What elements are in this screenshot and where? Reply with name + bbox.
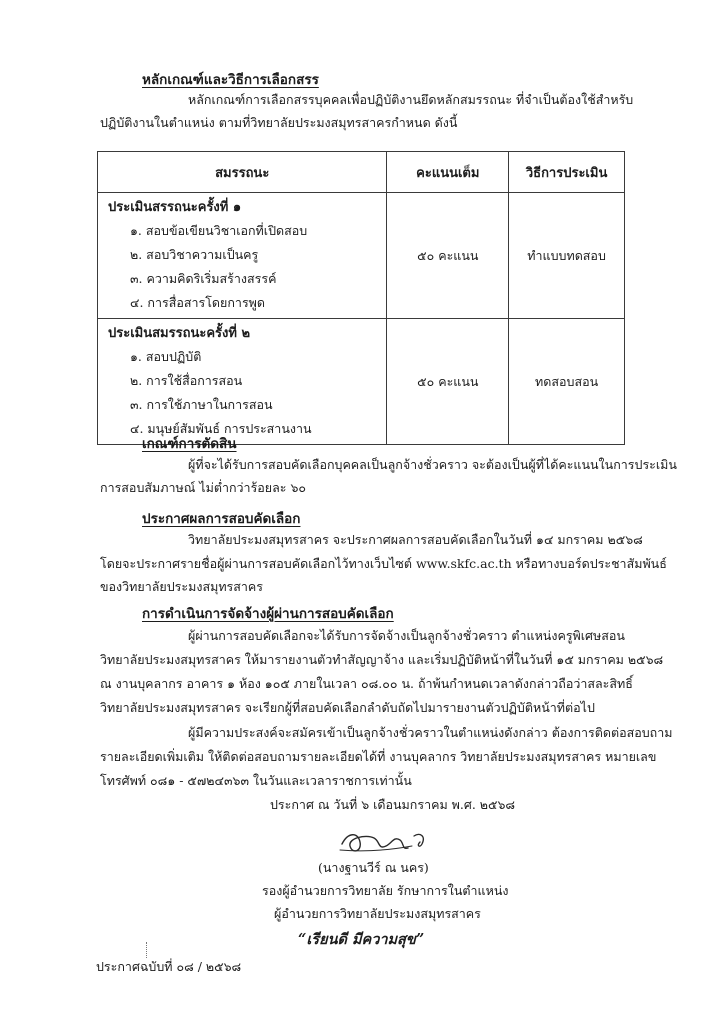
- list-item: ๓. การใช้ภาษาในการสอน: [130, 397, 273, 412]
- criteria-table: [97, 151, 625, 445]
- header-full-score: คะแนนเต็ม: [387, 152, 509, 193]
- signer-name: (นางฐานวีร์ ณ นคร): [318, 860, 429, 875]
- list-item: ๑. สอบปฏิบัติ: [130, 349, 202, 364]
- list-item: ๓. ความคิดริเริ่มสร้างสรรค์: [130, 271, 277, 286]
- margin-dots: [146, 942, 150, 958]
- hiring-para1-line-4: วิทยาลัยประมงสมุทรสาคร จะเรียกผู้ที่สอบคัดเลือกลำดับถัดไปมารายงานตัวปฏิบัติหน้าที่ต่อไป: [100, 700, 595, 715]
- criteria-line-1: หลักเกณฑ์การเลือกสรรบุคคลเพื่อปฏิบัติงานยึดหลักสมรรถนะ ที่จำเป็นต้องใช้สำหรับ: [188, 92, 634, 107]
- group-2-method: ทดสอบสอน: [509, 319, 625, 445]
- list-item: ๒. การใช้สื่อการสอน: [130, 373, 243, 388]
- hiring-para1-line-3: ณ งานบุคลากร อาคาร ๑ ห้อง ๑๐๕ ภายในเวลา ๐๘.๐๐ น. ถ้าพ้นกำหนดเวลาดังกล่าวถือว่าสละสิทธิ์: [100, 676, 633, 691]
- table-header-row: [98, 152, 625, 193]
- list-item: ๑. สอบข้อเขียนวิชาเอกที่เปิดสอบ: [130, 223, 308, 238]
- list-item: ๔. มนุษย์สัมพันธ์ การประสานงาน: [130, 421, 312, 436]
- hiring-para2-line-2: รายละเอียดเพิ่มเติม ให้ติดต่อสอบถามรายละเอียดได้ที่ งานบุคลากร วิทยาลัยประมงสมุทรสาคร หมายเลข: [100, 749, 657, 764]
- group-title: ประเมินสมรรถนะครั้งที่ ๒: [108, 326, 251, 341]
- criteria-line-2: ปฏิบัติงานในตำแหน่ง ตามที่วิทยาลัยประมงสมุทรสาครกำหนด ดังนี้: [100, 115, 458, 130]
- header-method: วิธีการประเมิน: [509, 152, 625, 193]
- decision-line-1: ผู้ที่จะได้รับการสอบคัดเลือกบุคคลเป็นลูกจ้างชั่วคราว จะต้องเป็นผู้ที่ได้คะแนนในการประเมิน: [188, 457, 677, 472]
- hiring-para1-line-2: วิทยาลัยประมงสมุทรสาคร ให้มารายงานตัวทำสัญญาจ้าง และเริ่มปฏิบัติหน้าที่ในวันที่ ๑๕ มกราคม ๒๕๖๘: [100, 652, 664, 667]
- table-row: [98, 193, 625, 319]
- college-motto: “เรียนดี มีความสุข”: [298, 931, 425, 948]
- group-1-cell: [98, 193, 387, 319]
- announcement-line-3: ของวิทยาลัยประมงสมุทรสาคร: [100, 579, 263, 594]
- hiring-heading: การดำเนินการจัดจ้างผู้ผ่านการสอบคัดเลือก: [142, 606, 394, 622]
- list-item: ๒. สอบวิชาความเป็นครู: [130, 247, 259, 262]
- hiring-para2-line-1: ผู้มีความประสงค์จะสมัครเข้าเป็นลูกจ้างชั่วคราวในตำแหน่งดังกล่าว ต้องการติดต่อสอบถาม: [188, 725, 673, 740]
- decision-heading: เกณฑ์การตัดสิน: [142, 436, 237, 452]
- list-item: ๔. การสื่อสารโดยการพูด: [130, 295, 266, 310]
- hiring-para1-line-1: ผู้ผ่านการสอบคัดเลือกจะได้รับการจัดจ้างเป็นลูกจ้างชั่วคราว ตำแหน่งครูพิเศษสอน: [188, 628, 625, 643]
- signer-title-1: รองผู้อำนวยการวิทยาลัย รักษาการในตำแหน่ง: [262, 883, 509, 898]
- announcement-line-2: โดยจะประกาศรายชื่อผู้ผ่านการสอบคัดเลือกไว้ทางเว็บไซต์ www.skfc.ac.th หรือทางบอร์ดประชาสัมพันธ์: [100, 556, 667, 571]
- criteria-heading: หลักเกณฑ์และวิธีการเลือกสรร: [142, 72, 319, 88]
- group-2-score: ๕๐ คะแนน: [387, 319, 509, 445]
- announced-date: ประกาศ ณ วันที่ ๖ เดือนมกราคม พ.ศ. ๒๕๖๘: [270, 797, 516, 812]
- signature-image: [334, 822, 444, 862]
- announcement-line-1: วิทยาลัยประมงสมุทรสาคร จะประกาศผลการสอบคัดเลือกในวันที่ ๑๔ มกราคม ๒๕๖๘: [188, 532, 643, 547]
- header-competency: สมรรถนะ: [98, 152, 387, 193]
- signer-title-2: ผู้อำนวยการวิทยาลัยประมงสมุทรสาคร: [274, 906, 481, 921]
- announcement-heading: ประกาศผลการสอบคัดเลือก: [142, 511, 301, 527]
- decision-line-2: การสอบสัมภาษณ์ ไม่ต่ำกว่าร้อยละ ๖๐: [100, 480, 307, 495]
- table-row: [98, 319, 625, 445]
- announcement-number: ประกาศฉบับที่ ๐๘ / ๒๕๖๘: [96, 959, 242, 974]
- group-1-method: ทำแบบทดสอบ: [509, 193, 625, 319]
- group-title: ประเมินสรรถนะครั้งที่ ๑: [108, 200, 242, 215]
- group-1-score: ๕๐ คะแนน: [387, 193, 509, 319]
- group-2-cell: [98, 319, 387, 445]
- hiring-para2-line-3: โทรศัพท์ ๐๘๑ - ๕๗๒๔๓๖๓ ในวันและเวลาราชการเท่านั้น: [100, 773, 412, 788]
